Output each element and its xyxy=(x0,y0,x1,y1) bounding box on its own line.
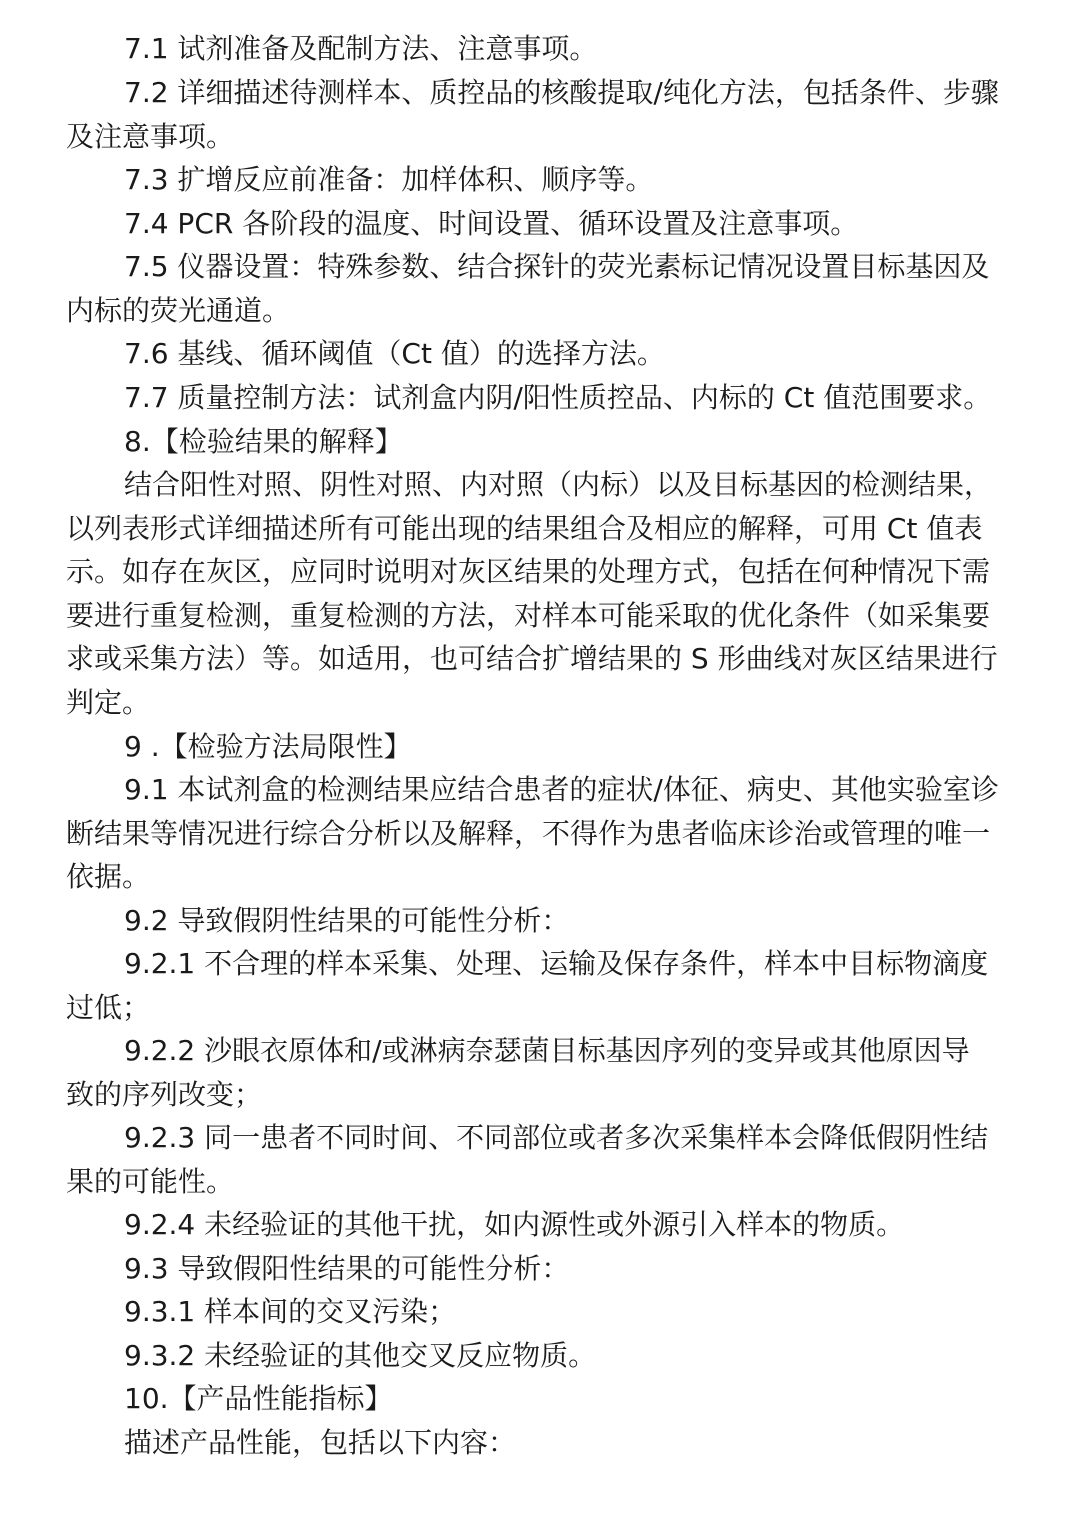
item-9-1: 9.1 本试剂盒的检测结果应结合患者的症状/体征、病史、其他实验室诊 断结果等情况进行综合分析以及解释，不得作为患者临床诊治或管理的唯一 依据。 xyxy=(66,773,999,894)
item-7-1: 7.1 试剂准备及配制方法、注意事项。 xyxy=(124,32,598,65)
item-9-2-2: 9.2.2 沙眼衣原体和/或淋病奈瑟菌目标基因序列的变异或其他原因导 致的序列改变； xyxy=(66,1034,970,1111)
section-9-heading: 9 .【检验方法局限性】 xyxy=(124,730,412,763)
item-7-5: 7.5 仪器设置：特殊参数、结合探针的荧光素标记情况设置目标基因及 内标的荧光通道。 xyxy=(66,250,990,327)
item-9-2-3: 9.2.3 同一患者不同时间、不同部位或者多次采集样本会降低假阴性结 果的可能性。 xyxy=(66,1121,989,1198)
item-9-3-1: 9.3.1 样本间的交叉污染； xyxy=(124,1295,457,1328)
item-7-7: 7.7 质量控制方法：试剂盒内阴/阳性质控品、内标的 Ct 值范围要求。 xyxy=(124,381,992,414)
item-9-2-4: 9.2.4 未经验证的其他干扰，如内源性或外源引入样本的物质。 xyxy=(124,1208,905,1241)
item-9-2-1: 9.2.1 不合理的样本采集、处理、运输及保存条件，样本中目标物滴度 过低； xyxy=(66,947,989,1024)
item-9-2: 9.2 导致假阴性结果的可能性分析： xyxy=(124,904,570,937)
item-9-3-2: 9.3.2 未经验证的其他交叉反应物质。 xyxy=(124,1339,597,1372)
item-7-3: 7.3 扩增反应前准备：加样体积、顺序等。 xyxy=(124,163,654,196)
section-10-body: 描述产品性能，包括以下内容： xyxy=(124,1426,517,1459)
section-8-body: 结合阳性对照、阴性对照、内对照（内标）以及目标基因的检测结果， 以列表形式详细描述所有可能出现的结果组合及相应的解释，可用 Ct 值表 示。如存在灰区，应同时说明对灰区结果的处理方式，包括在何种情况下需 要进行重复检测，重复检测的方法，对样本可能采取的优化条件（如采集要 求或采集方法）等。如适用，也可结合扩增结果的 S 形曲线对灰区结果进行 判定。 xyxy=(66,468,998,719)
item-7-6: 7.6 基线、循环阈值（Ct 值）的选择方法。 xyxy=(124,337,665,370)
item-7-4: 7.4 PCR 各阶段的温度、时间设置、循环设置及注意事项。 xyxy=(124,207,859,240)
section-10-heading: 10.【产品性能指标】 xyxy=(124,1382,393,1415)
item-9-3: 9.3 导致假阳性结果的可能性分析： xyxy=(124,1252,570,1285)
section-8-heading: 8.【检验结果的解释】 xyxy=(124,425,403,458)
item-7-2: 7.2 详细描述待测样本、质控品的核酸提取/纯化方法，包括条件、步骤 及注意事项。 xyxy=(66,76,999,153)
